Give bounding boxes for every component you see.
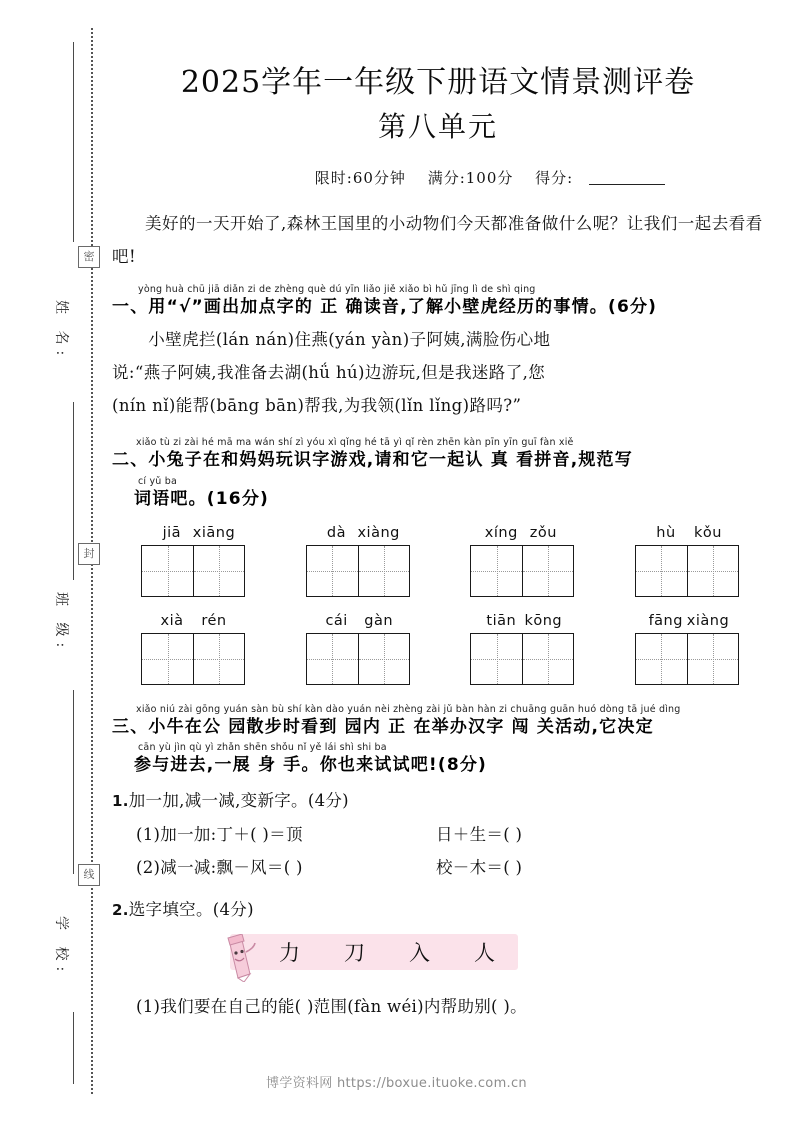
pinyin-syllable: kōng <box>524 612 563 629</box>
seal-field-school: 学 校: <box>53 916 69 978</box>
tianzige-box[interactable] <box>306 633 410 685</box>
tianzige-item <box>628 525 746 597</box>
tianzige-pinyin <box>134 525 252 541</box>
footer <box>0 1072 793 1091</box>
sub-question-2 <box>112 894 764 926</box>
sub-question-2-number: 2. <box>112 900 129 919</box>
seal-solid-line-1 <box>73 42 74 242</box>
tianzige-item <box>463 525 581 597</box>
gained-score-label: 得分: <box>535 169 574 188</box>
pinyin-syllable: jiā <box>162 524 182 541</box>
tianzige-cell[interactable] <box>307 546 358 596</box>
pinyin-syllable: fāng <box>648 612 683 629</box>
tianzige-box[interactable] <box>635 633 739 685</box>
tianzige-pinyin <box>463 613 581 629</box>
question-2 <box>112 436 764 685</box>
pinyin-syllable: xiàng <box>686 612 730 629</box>
exam-meta <box>112 167 764 188</box>
sub-question-2-text: 选字填空。(4分) <box>128 899 254 919</box>
pinyin-syllable: xià <box>160 612 184 629</box>
question-1-line-3: (nín nǐ)能帮(bāng bān)帮我,为我领(lǐn lǐng)路吗?” <box>112 395 522 415</box>
sub-question-1-text: 加一加,减一减,变新字。(4分) <box>128 791 349 811</box>
page-subtitle: 第八单元 <box>377 110 498 144</box>
pinyin-syllable: zǒu <box>529 524 557 541</box>
fill-blank-left[interactable]: (1)加一加:丁＋( )＝顶 <box>136 824 303 844</box>
sub-question-2-item-1[interactable] <box>112 990 764 1023</box>
question-3-stem <box>112 703 764 778</box>
tianzige-item <box>134 613 252 685</box>
pinyin-syllable: xiàng <box>357 524 400 541</box>
fill-blank-right[interactable]: 日＋生＝( ) <box>436 824 523 844</box>
tianzige-cell[interactable] <box>358 634 409 684</box>
tianzige-pinyin <box>299 525 417 541</box>
pinyin-syllable: xiāng <box>192 524 236 541</box>
seal-margin <box>0 0 100 1122</box>
pinyin-syllable: gàn <box>364 612 394 629</box>
question-3-stem-line-2: 参与进去,一展 身 手。你也来试试吧!(8分) <box>134 755 488 776</box>
tianzige-item <box>134 525 252 597</box>
fill-blank-sentence[interactable]: (1)我们要在自己的能( )范围(fàn wéi)内帮助别( )。 <box>136 996 527 1016</box>
question-3-stem-line-1: 三、小牛在公 园散步时看到 园内 正 在举办汉字 闯 关活动,它决定 <box>112 716 654 737</box>
tianzige-item <box>299 613 417 685</box>
question-1-body <box>112 323 764 422</box>
exam-content <box>112 0 764 1023</box>
tianzige-pinyin <box>628 613 746 629</box>
tianzige-cell[interactable] <box>636 634 687 684</box>
character-bank-banner <box>230 934 518 970</box>
question-1-line-1: 小壁虎拦(lán nán)住燕(yán yàn)子阿姨,满脸伤心地 <box>148 329 551 349</box>
question-1 <box>112 283 764 422</box>
full-score: 满分:100分 <box>427 169 514 188</box>
question-2-stem-line-2: 词语吧。(16分) <box>134 488 269 509</box>
bank-char[interactable]: 力 <box>279 940 302 965</box>
character-bank <box>112 934 764 980</box>
tianzige-cell[interactable] <box>471 546 522 596</box>
tianzige-cell[interactable] <box>636 546 687 596</box>
question-3 <box>112 703 764 1023</box>
page-title: 2025学年一年级下册语文情景测评卷 <box>180 65 696 100</box>
question-1-stem-text: 一、用“√”画出加点字的 正 确读音,了解小壁虎经历的事情。(6分) <box>112 296 658 317</box>
tianzige-box[interactable] <box>470 633 574 685</box>
tianzige-cell[interactable] <box>522 546 573 596</box>
tianzige-cell[interactable] <box>471 634 522 684</box>
tianzige-box[interactable] <box>306 545 410 597</box>
tianzige-cell[interactable] <box>687 546 738 596</box>
seal-mark-mi: 密 <box>78 246 100 268</box>
question-3-pinyin-2: cān yù jìn qù yì zhǎn shēn shǒu nǐ yě lái shì shi ba <box>138 742 387 754</box>
sub-question-1-row-1 <box>112 818 764 851</box>
bank-char[interactable]: 入 <box>409 940 432 965</box>
seal-field-name: 姓 名: <box>53 300 69 362</box>
tianzige-pinyin <box>299 613 417 629</box>
question-2-stem-line-1: 二、小兔子在和妈妈玩识字游戏,请和它一起认 真 看拼音,规范写 <box>112 449 633 470</box>
seal-field-class: 班 级: <box>53 592 69 654</box>
tianzige-cell[interactable] <box>358 546 409 596</box>
pinyin-syllable: xíng <box>484 524 518 541</box>
seal-solid-line-3 <box>73 690 74 874</box>
tianzige-box[interactable] <box>635 545 739 597</box>
tianzige-cell[interactable] <box>687 634 738 684</box>
pinyin-syllable: cái <box>325 612 348 629</box>
bank-char[interactable]: 刀 <box>344 940 367 965</box>
tianzige-pinyin <box>134 613 252 629</box>
seal-mark-feng: 封 <box>78 543 100 565</box>
pinyin-syllable: rén <box>201 612 227 629</box>
tianzige-box[interactable] <box>141 545 245 597</box>
tianzige-cell[interactable] <box>193 546 244 596</box>
question-1-line-2: 说:“燕子阿姨,我准备去湖(hǘ hú)边游玩,但是我迷路了,您 <box>112 362 546 382</box>
tianzige-pinyin <box>628 525 746 541</box>
time-limit: 限时:60分钟 <box>314 169 406 188</box>
sub-question-1-row-2 <box>112 851 764 884</box>
question-3-pinyin-1: xiǎo niú zài gōng yuán sàn bù shí kàn dào yuán nèi zhèng zài jǔ bàn hàn zi chuāng guān huó dòng tā jué dìng <box>136 703 681 715</box>
seal-mark-xian: 线 <box>78 864 100 886</box>
tianzige-item <box>299 525 417 597</box>
sub-question-1 <box>112 785 764 817</box>
pinyin-syllable: kǒu <box>693 524 722 541</box>
bank-char[interactable]: 人 <box>474 940 497 965</box>
tianzige-cell[interactable] <box>142 634 193 684</box>
gained-score-blank[interactable] <box>589 184 665 185</box>
pencil-mascot-icon <box>216 934 262 982</box>
fill-blank-right[interactable]: 校－木＝( ) <box>436 857 523 877</box>
fill-blank-left[interactable]: (2)减一减:飘－风＝( ) <box>136 857 303 877</box>
tianzige-item <box>628 613 746 685</box>
tianzige-cell[interactable] <box>142 546 193 596</box>
question-1-pinyin: yòng huà chū jiā diǎn zi de zhèng què dú yīn liǎo jiě xiǎo bì hǔ jīng lì de shì qing <box>138 283 536 295</box>
tianzige-box[interactable] <box>470 545 574 597</box>
intro-paragraph: 美好的一天开始了,森林王国里的小动物们今天都准备做什么呢？让我们一起去看看吧! <box>112 214 763 266</box>
tianzige-box[interactable] <box>141 633 245 685</box>
tianzige-row-1 <box>112 525 764 597</box>
seal-solid-line-2 <box>73 402 74 580</box>
pinyin-syllable: tiān <box>486 612 517 629</box>
sub-question-1-number: 1. <box>112 792 129 811</box>
question-1-stem <box>112 283 764 319</box>
tianzige-item <box>463 613 581 685</box>
tianzige-row-2 <box>112 613 764 685</box>
pinyin-syllable: hù <box>656 524 676 541</box>
question-2-pinyin-1: xiǎo tù zi zài hé mā ma wán shí zì yóu xì qǐng hé tā yì qǐ rèn zhēn kàn pīn yīn guī fàn xiě <box>136 436 574 448</box>
pinyin-syllable: dà <box>326 524 346 541</box>
tianzige-pinyin <box>463 525 581 541</box>
tianzige-cell[interactable] <box>307 634 358 684</box>
question-2-pinyin-2: cí yǔ ba <box>138 475 177 487</box>
question-2-stem <box>112 436 764 511</box>
footer-url[interactable]: https://boxue.ituoke.com.cn <box>337 1076 527 1091</box>
footer-site-name: 博学资料网 <box>266 1076 333 1091</box>
tianzige-cell[interactable] <box>522 634 573 684</box>
tianzige-cell[interactable] <box>193 634 244 684</box>
